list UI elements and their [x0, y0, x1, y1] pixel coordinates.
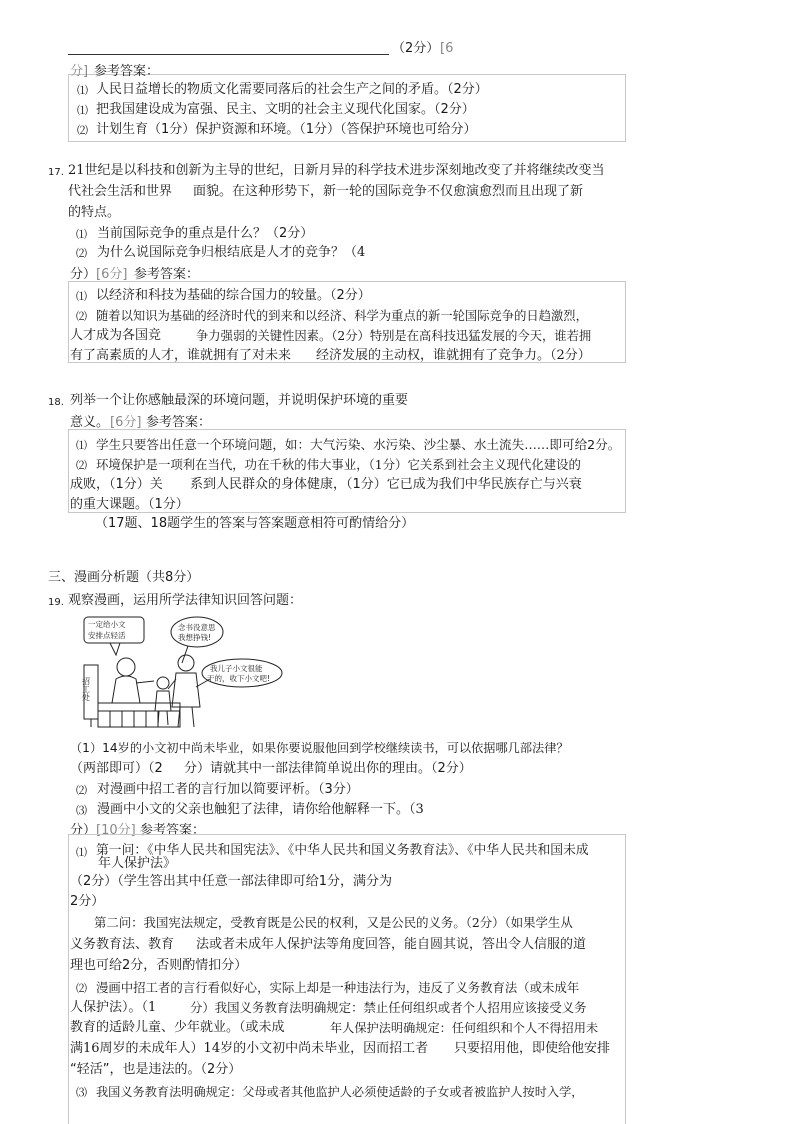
score-tail: （2分）: [392, 41, 440, 56]
answer-line: （2分）（学生答出其中任意一部法律即可给1分，满分为: [70, 874, 393, 889]
question-number: 17.: [48, 167, 64, 178]
subquestion: （1）14岁的小文初中尚未毕业，如果你要说服他回到学校继续读书，可以依据哪几部法律？: [70, 741, 569, 755]
subquestion-number: ⑴: [76, 228, 87, 241]
answer-line: 有了高素质的人才，谁就拥有了对未来: [70, 348, 292, 363]
answer-number: ⑴: [76, 439, 87, 452]
sign-text: 招工处: [81, 677, 91, 701]
answer-line: 年人保护法》: [98, 856, 177, 871]
answer-line: 随着以知识为基础的经济时代的到来和以经济、科学为重点的新一轮国际竞争的日趋激烈，: [96, 309, 588, 323]
answer-line: 学生只要答出任意一个环境问题，如：大气污染、水污染、沙尘暴、水土流失……即可给2分。: [96, 437, 621, 452]
answer-line: 人民日益增长的物质文化需要同落后的社会生产之间的矛盾。（2分）: [96, 82, 488, 97]
answer-line: 计划生育（1分）保护资源和环境。（1分）（答保护环境也可给分）: [96, 122, 477, 137]
answer-line: 第二问：我国宪法规定，受教育既是公民的权利，又是公民的义务。（2分）（如果学生从: [94, 915, 573, 930]
score-bracket-part1: [6: [440, 41, 454, 56]
question-stem: 面貌。在这种形势下，新一轮的国际竞争不仅愈演愈烈而且出现了新: [193, 184, 584, 199]
question-number: 19.: [48, 597, 64, 608]
answer-line: 只要招用他，即使给他安排: [454, 1041, 611, 1056]
subquestion: （两部即可）（2: [70, 761, 163, 776]
answer-line: 环境保护是一项利在当代，功在千秋的伟大事业，（1分）它关系到社会主义现代化建设的: [96, 457, 581, 472]
answer-line: 系到人民群众的身体健康，（1分）它已成为我们中华民族存亡与兴衰: [190, 477, 582, 492]
speech-bubble-boy: [171, 617, 223, 647]
reference-answer-label: 参考答案：: [140, 823, 206, 838]
answer-number: ⑵: [76, 310, 87, 323]
reference-answer-label: 参考答案：: [94, 64, 160, 79]
recruiter-head: [117, 658, 135, 676]
subquestion: 对漫画中招工者的言行加以简要评析。（3分）: [97, 782, 359, 797]
answer-number: ⑵: [76, 982, 87, 995]
score-bracket: [10分]: [96, 823, 136, 838]
answer-line: 的重大课题。（1分）: [70, 497, 189, 512]
bubble1-line1: 一定给小文: [88, 620, 126, 629]
subquestion: 为什么说国际竞争归根结底是人才的竞争？（4: [97, 245, 366, 260]
grading-note: （17题、18题学生的答案与答案题意相符可酌情给分）: [95, 516, 415, 531]
answer-line: 争力强弱的关键性因素。（2分）特别是在高科技迅猛发展的今天，谁若拥: [196, 329, 592, 343]
answer-line: 人才成为各国竞: [70, 328, 162, 343]
answer-line: 把我国建设成为富强、民主、文明的社会主义现代化国家。（2分）: [96, 102, 475, 117]
bubble1-line2: 安排点轻活: [88, 631, 126, 640]
reference-answer-label: 参考答案：: [146, 415, 212, 430]
question-stem: 21世纪是以科技和创新为主导的世纪，日新月异的科学技术进步深刻地改变了并将继续改变当: [68, 163, 605, 178]
answer-number: ⑴: [77, 104, 88, 117]
subquestion: 漫画中小文的父亲也触犯了法律，请你给他解释一下。（3: [97, 802, 424, 817]
subquestion-number: ⑵: [76, 784, 87, 797]
subquestion: 当前国际竞争的重点是什么？（2分）: [97, 226, 314, 241]
cartoon-illustration: [70, 615, 292, 731]
question-stem: 的特点。: [68, 205, 121, 220]
answer-line: 成败，（1分）关: [70, 477, 163, 492]
bubble2-line1: 念书没意思: [178, 623, 216, 632]
boy-head: [157, 677, 169, 689]
answer-line: 理也可给2分，否则酌情扣分）: [70, 958, 248, 973]
subquestion: 分）请就其中一部法律简单说出你的理由。（2分）: [184, 761, 472, 776]
answer-number: ⑴: [77, 84, 88, 97]
father-head: [178, 655, 194, 671]
answer-number: ⑶: [76, 1086, 87, 1099]
answer-line: 漫画中招工者的言行看似好心，实际上却是一种违法行为，违反了义务教育法（或未成年: [96, 980, 580, 995]
subquestion-number: ⑶: [76, 804, 87, 817]
answer-line: 2分）: [70, 894, 105, 909]
answer-line: 分）我国义务教育法明确规定：禁止任何组织或者个人招用应该接受义务: [190, 1000, 587, 1015]
answer-line: 义务教育法、教育: [70, 937, 175, 952]
question-number: 18.: [48, 397, 64, 408]
question-stem: 列举一个让你感触最深的环境问题，并说明保护环境的重要: [70, 393, 409, 408]
answer-number: ⑵: [76, 459, 87, 472]
score-tail: 分）: [70, 823, 97, 838]
answer-line: 教育的适龄儿童、少年就业。（或未成: [70, 1020, 285, 1035]
answer-number: ⑴: [76, 846, 87, 859]
score-bracket-part2: 分]: [70, 64, 89, 79]
score-bracket: [6分]: [96, 267, 128, 282]
answer-line: “轻活”，也是违法的。（2分）: [70, 1062, 242, 1077]
question-stem: 代社会生活和世界: [68, 184, 173, 199]
bubble2-line2: 我想挣钱!: [178, 633, 212, 642]
bubble3-line1: 我儿子小文很能: [210, 664, 263, 673]
fill-blank-line: [68, 54, 389, 55]
section-title: 三、漫画分析题（共8分）: [48, 570, 200, 585]
bubble3-line2: 干的，收下小文吧!: [207, 674, 271, 683]
score-tail: 分）: [70, 267, 97, 282]
answer-number: ⑵: [77, 124, 88, 137]
score-bracket: [6分]: [110, 415, 142, 430]
answer-line: 法或者未成年人保护法等角度回答，能自圆其说，答出令人信服的道: [196, 937, 587, 952]
answer-line: 人保护法）。（1: [70, 1000, 157, 1015]
answer-line: 经济发展的主动权，谁就拥有了竞争力。（2分）: [316, 348, 591, 363]
answer-line: 年人保护法明确规定：任何组织和个人不得招用未: [330, 1021, 599, 1035]
question-stem: 观察漫画，运用所学法律知识回答问题：: [68, 593, 303, 608]
question-stem: 意义。: [70, 415, 110, 430]
reference-answer-label: 参考答案：: [134, 267, 200, 282]
answer-line: 满16周岁的未成年人）14岁的小文初中尚未毕业，因而招工者: [70, 1041, 429, 1056]
answer-line: 以经济和科技为基础的综合国力的较量。（2分）: [96, 288, 371, 303]
subquestion-number: ⑵: [76, 247, 87, 260]
answer-line: 第一问：《中华人民共和国宪法》、《中华人民共和国义务教育法》、《中华人民共和国未成: [96, 843, 589, 858]
answer-line: 我国义务教育法明确规定：父母或者其他监护人必须使适龄的子女或者被监护人按时入学，: [96, 1085, 584, 1099]
answer-number: ⑴: [76, 290, 87, 303]
